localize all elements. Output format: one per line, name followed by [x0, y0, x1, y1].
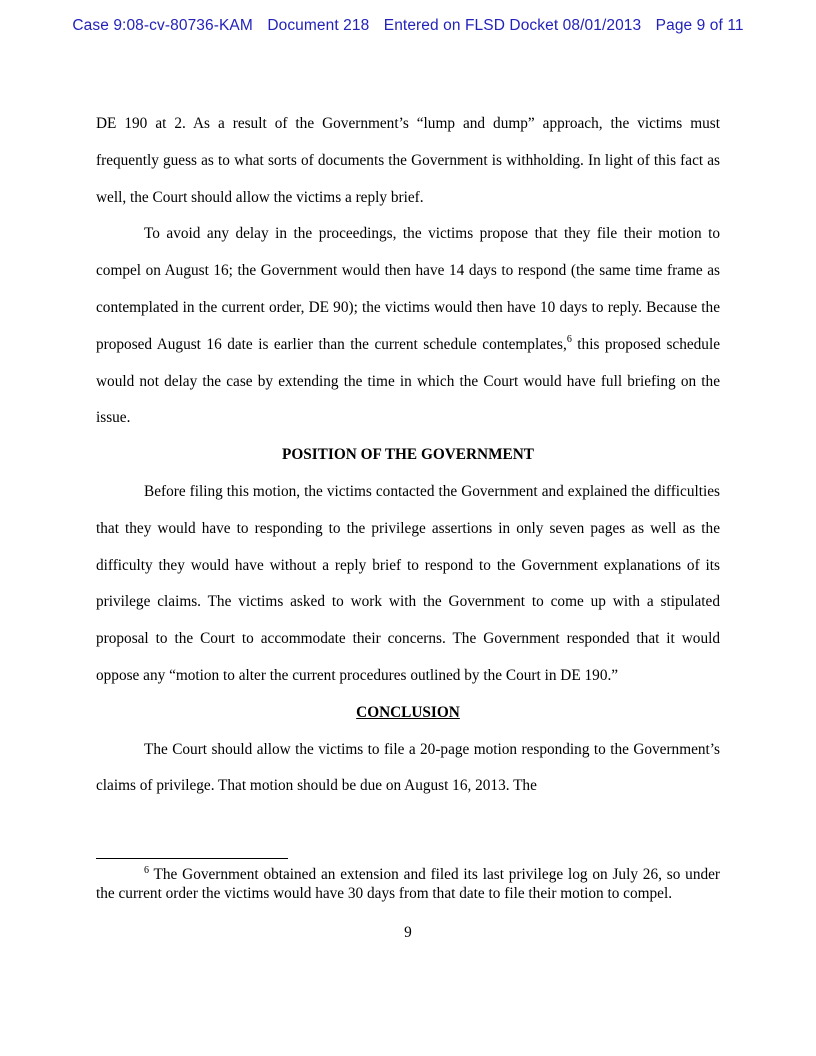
footnote	[96, 866, 720, 903]
page-of-pages: Page 9 of 11	[655, 17, 744, 34]
heading-conclusion: CONCLUSION	[356, 703, 460, 721]
paragraph-reply-brief: DE 190 at 2. As a result of the Government’s “lump and dump” approach, the victims must frequently guess as to what sorts of documents the Government is withholding. In light of this fact as well, the Court should allow the victims a reply brief.	[96, 115, 720, 206]
paragraph-schedule-text: To avoid any delay in the proceedings, the victims propose that they file their motion to compel on August 16; the Government would then have 14 days to respond (the same time frame as contemplated in the current order, DE 90); the victims would then have 10 days to reply. Because the proposed August 16 date is earlier than the current schedule contemplates,	[96, 225, 720, 353]
paragraph-schedule-text-continued: this proposed schedule would not delay the case by extending the time in which the Court would have full briefing on the issue.	[96, 335, 720, 427]
body-text	[96, 106, 720, 805]
footnote-text: The Government obtained an extension and filed its last privilege log on July 26, so under the current order the victims would have 30 days from that date to file their motion to compel.	[96, 866, 720, 902]
docket-header-stamp	[0, 17, 816, 35]
paragraph-conclusion: The Court should allow the victims to file a 20-page motion responding to the Government’s claims of privilege. That motion should be due on August 16, 2013. The	[96, 740, 720, 795]
footnote-divider	[96, 858, 288, 859]
case-number: Case 9:08-cv-80736-KAM	[72, 17, 253, 34]
document-number: Document 218	[267, 17, 370, 34]
paragraph-schedule	[96, 216, 720, 437]
docket-entry-date: Entered on FLSD Docket 08/01/2013	[383, 17, 642, 34]
footnote-number: 6	[144, 865, 149, 876]
footnote-reference: 6	[566, 333, 572, 345]
paragraph-government-position: Before filing this motion, the victims contacted the Government and explained the difficulties that they would have to responding to the privilege assertions in only seven pages as well as the difficulty they would have without a reply brief to respond to the Government explanations of its privilege claims. The victims asked to work with the Government to come up with a stipulated proposal to the Court to accommodate their concerns. The Government responded that it would oppose any “motion to alter the current procedures outlined by the Court in DE 190.”	[96, 482, 720, 684]
page-number: 9	[404, 924, 412, 941]
heading-position-of-government: POSITION OF THE GOVERNMENT	[281, 446, 534, 464]
